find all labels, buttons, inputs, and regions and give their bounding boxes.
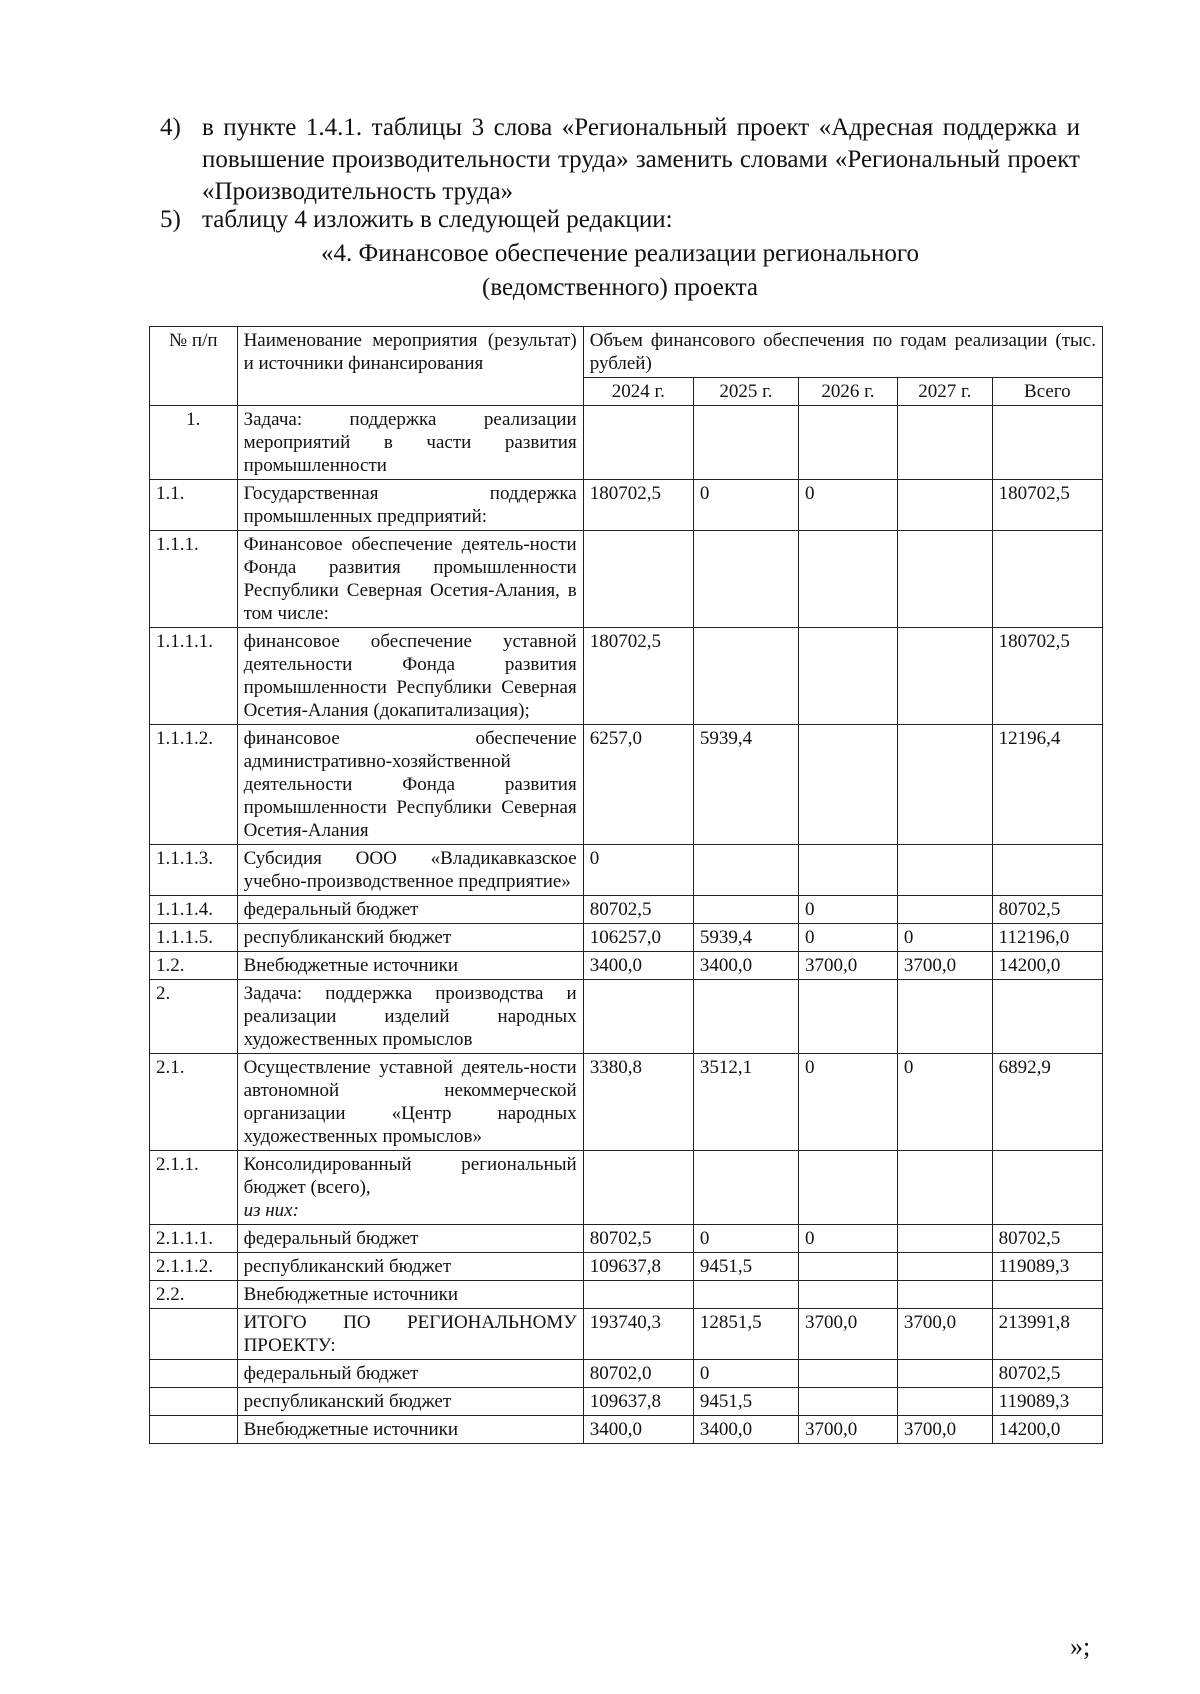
list-item-5 — [160, 204, 1080, 238]
row-value-year: 9451,5 — [693, 1388, 798, 1416]
table-heading-line-1: «4. Финансовое обеспечение реализации регионального — [321, 240, 919, 267]
row-name-text: ИТОГО ПО РЕГИОНАЛЬНОМУ ПРОЕКТУ: — [243, 1312, 577, 1356]
row-name-text: Внебюджетные источники — [243, 955, 459, 976]
list-item-text: в пункте 1.4.1. таблицы 3 слова «Региональный проект «Адресная поддержка и повышение производительности труда» заменить словами «Региональный проект «Производительность труда» — [202, 114, 1080, 205]
row-value-total: 119089,3 — [992, 1388, 1102, 1416]
row-number: 1.1.1.2. — [150, 725, 238, 845]
row-value-year: 106257,0 — [583, 924, 693, 952]
row-value-year: 109637,8 — [583, 1388, 693, 1416]
table-row — [150, 952, 1103, 980]
row-number: 1.1. — [150, 480, 238, 531]
row-value-year — [693, 406, 798, 480]
row-value-year — [897, 406, 992, 480]
row-value-year: 5939,4 — [693, 924, 798, 952]
row-number: 1.1.1.5. — [150, 924, 238, 952]
row-name-text: Финансовое обеспечение деятель-ности Фонда развития промышленности Республики Северная Осетия-Алания, в том числе: — [243, 534, 577, 624]
row-number: 1.1.1.1. — [150, 628, 238, 725]
row-name-text: Задача: поддержка производства и реализации изделий народных художественных промыслов — [243, 983, 577, 1050]
row-value-year — [799, 1388, 898, 1416]
row-value-total: 80702,5 — [992, 1360, 1102, 1388]
row-value-year — [897, 531, 992, 628]
row-name-text: Консолидированный региональный бюджет (всего), — [243, 1154, 577, 1198]
row-value-total — [992, 980, 1102, 1054]
row-name — [237, 1151, 583, 1225]
row-name-text: Субсидия ООО «Владикавказское учебно-производственное предприятие» — [243, 848, 577, 892]
row-name-sub: из них: — [243, 1200, 299, 1221]
row-number: 2.1.1.1. — [150, 1225, 238, 1253]
row-value-year — [693, 845, 798, 896]
row-value-total: 180702,5 — [992, 480, 1102, 531]
list-item-text: таблицу 4 изложить в следующей редакции: — [202, 206, 673, 233]
row-value-year — [897, 896, 992, 924]
row-name-text: Внебюджетные источники — [243, 1284, 459, 1305]
table-heading-line-2: (ведомственного) проекта — [482, 274, 758, 301]
header-total: Всего — [992, 378, 1102, 406]
table-row — [150, 531, 1103, 628]
table-row — [150, 406, 1103, 480]
header-year: 2024 г. — [583, 378, 693, 406]
table-row — [150, 1225, 1103, 1253]
row-value-year: 0 — [799, 924, 898, 952]
row-name — [237, 1281, 583, 1309]
row-name-text: Государственная поддержка промышленных предприятий: — [243, 483, 577, 527]
row-value-year — [897, 1388, 992, 1416]
row-number: 2.1.1.2. — [150, 1253, 238, 1281]
row-value-year — [583, 531, 693, 628]
row-value-year: 5939,4 — [693, 725, 798, 845]
row-value-year: 0 — [799, 480, 898, 531]
row-value-year: 3700,0 — [897, 952, 992, 980]
row-value-year — [799, 725, 898, 845]
row-value-year: 3700,0 — [799, 952, 898, 980]
row-value-year: 3700,0 — [799, 1309, 898, 1360]
row-name-text: федеральный бюджет — [243, 899, 419, 920]
row-value-year — [693, 1281, 798, 1309]
row-number: 1.1.1. — [150, 531, 238, 628]
row-value-year: 0 — [799, 896, 898, 924]
list-item-4 — [160, 112, 1080, 212]
row-value-year — [799, 1151, 898, 1225]
row-value-year — [897, 845, 992, 896]
row-name-text: федеральный бюджет — [243, 1363, 419, 1384]
row-name — [237, 531, 583, 628]
row-number — [150, 1416, 238, 1444]
row-name — [237, 628, 583, 725]
row-value-year — [799, 980, 898, 1054]
row-name-text: финансовое обеспечение административно-хозяйственной деятельности Фонда развития промышленности Республики Северная Осетия-Алания — [243, 728, 577, 841]
row-value-year — [897, 980, 992, 1054]
row-name — [237, 480, 583, 531]
row-name — [237, 980, 583, 1054]
row-value-total: 14200,0 — [992, 1416, 1102, 1444]
row-value-year — [799, 531, 898, 628]
row-value-year: 180702,5 — [583, 480, 693, 531]
table-row — [150, 896, 1103, 924]
closing-quote: »; — [1070, 1632, 1091, 1661]
row-value-year: 3380,8 — [583, 1054, 693, 1151]
row-value-year: 193740,3 — [583, 1309, 693, 1360]
row-number — [150, 1388, 238, 1416]
row-value-total — [992, 406, 1102, 480]
row-value-year: 0 — [897, 924, 992, 952]
row-value-year — [897, 725, 992, 845]
row-name — [237, 1054, 583, 1151]
row-name — [237, 1388, 583, 1416]
row-name — [237, 896, 583, 924]
table-row — [150, 1360, 1103, 1388]
row-number: 2. — [150, 980, 238, 1054]
row-value-year — [897, 1360, 992, 1388]
table-row — [150, 980, 1103, 1054]
row-value-year — [799, 1360, 898, 1388]
row-name-text: Внебюджетные источники — [243, 1419, 459, 1440]
row-value-year — [693, 896, 798, 924]
row-number: 2.1.1. — [150, 1151, 238, 1225]
table-row — [150, 924, 1103, 952]
row-value-year: 3700,0 — [799, 1416, 898, 1444]
row-value-year: 3400,0 — [583, 952, 693, 980]
row-name-text: финансовое обеспечение уставной деятельности Фонда развития промышленности Республики Северная Осетия-Алания (докапитализация); — [243, 631, 577, 721]
row-value-year — [897, 1151, 992, 1225]
list-item-number: 4) — [160, 114, 181, 141]
table-row — [150, 1281, 1103, 1309]
row-value-year: 3700,0 — [897, 1416, 992, 1444]
table-row — [150, 845, 1103, 896]
row-value-total — [992, 1281, 1102, 1309]
row-value-year — [799, 406, 898, 480]
row-name — [237, 1225, 583, 1253]
list-item-number: 5) — [160, 206, 181, 233]
row-value-total: 80702,5 — [992, 896, 1102, 924]
row-value-year: 80702,5 — [583, 896, 693, 924]
row-value-year: 6257,0 — [583, 725, 693, 845]
row-name-text: республиканский бюджет — [243, 1391, 452, 1412]
table-row — [150, 1388, 1103, 1416]
row-number — [150, 1309, 238, 1360]
row-value-year — [583, 406, 693, 480]
table-header-row — [150, 327, 1103, 378]
row-value-year — [897, 1253, 992, 1281]
row-value-year: 3400,0 — [693, 952, 798, 980]
row-name — [237, 1360, 583, 1388]
row-value-year — [897, 1225, 992, 1253]
row-value-year — [583, 980, 693, 1054]
table-row — [150, 1416, 1103, 1444]
row-value-year — [693, 1151, 798, 1225]
row-name-text: Задача: поддержка реализации мероприятий в части развития промышленности — [243, 409, 577, 476]
row-value-year — [897, 1281, 992, 1309]
row-value-year: 0 — [693, 1225, 798, 1253]
row-name — [237, 952, 583, 980]
row-value-year — [693, 531, 798, 628]
row-value-year: 0 — [693, 480, 798, 531]
row-value-year: 80702,5 — [583, 1225, 693, 1253]
row-number — [150, 1360, 238, 1388]
row-value-year — [799, 1253, 898, 1281]
row-value-year: 3400,0 — [693, 1416, 798, 1444]
row-value-total: 6892,9 — [992, 1054, 1102, 1151]
table-row — [150, 628, 1103, 725]
table-row — [150, 480, 1103, 531]
row-value-year — [799, 845, 898, 896]
row-value-year — [799, 1281, 898, 1309]
row-value-total: 112196,0 — [992, 924, 1102, 952]
row-name — [237, 725, 583, 845]
row-number: 1. — [150, 406, 238, 480]
row-name-text: республиканский бюджет — [243, 1256, 452, 1277]
row-value-year — [693, 980, 798, 1054]
row-value-year: 3512,1 — [693, 1054, 798, 1151]
header-year: 2026 г. — [799, 378, 898, 406]
row-value-year: 0 — [799, 1054, 898, 1151]
header-volume: Объем финансового обеспечения по годам реализации (тыс. рублей) — [583, 327, 1102, 378]
row-value-year: 0 — [693, 1360, 798, 1388]
row-value-year: 9451,5 — [693, 1253, 798, 1281]
table-row — [150, 725, 1103, 845]
row-value-year: 80702,0 — [583, 1360, 693, 1388]
table-row — [150, 1309, 1103, 1360]
row-value-year: 0 — [583, 845, 693, 896]
row-value-year — [583, 1281, 693, 1309]
row-name — [237, 1309, 583, 1360]
row-number: 1.2. — [150, 952, 238, 980]
row-value-total: 12196,4 — [992, 725, 1102, 845]
row-value-total: 80702,5 — [992, 1225, 1102, 1253]
row-value-year: 3400,0 — [583, 1416, 693, 1444]
row-name-text: Осуществление уставной деятель-ности автономной некоммерческой организации «Центр народных художественных промыслов» — [243, 1057, 577, 1147]
table-row — [150, 1253, 1103, 1281]
row-value-year — [583, 1151, 693, 1225]
row-value-year: 180702,5 — [583, 628, 693, 725]
row-value-year: 0 — [799, 1225, 898, 1253]
row-value-year: 0 — [897, 1054, 992, 1151]
row-number: 1.1.1.3. — [150, 845, 238, 896]
row-name — [237, 406, 583, 480]
row-number: 2.2. — [150, 1281, 238, 1309]
row-value-year — [897, 628, 992, 725]
table-row — [150, 1151, 1103, 1225]
row-value-total: 119089,3 — [992, 1253, 1102, 1281]
financing-table — [149, 326, 1103, 1444]
row-number: 1.1.1.4. — [150, 896, 238, 924]
row-value-total: 14200,0 — [992, 952, 1102, 980]
header-name: Наименование мероприятия (результат) и источники финансирования — [237, 327, 583, 406]
row-value-total: 213991,8 — [992, 1309, 1102, 1360]
row-value-total: 180702,5 — [992, 628, 1102, 725]
header-year: 2027 г. — [897, 378, 992, 406]
table-row — [150, 1054, 1103, 1151]
row-value-year — [693, 628, 798, 725]
row-value-year: 12851,5 — [693, 1309, 798, 1360]
row-name-text: федеральный бюджет — [243, 1228, 419, 1249]
row-number: 2.1. — [150, 1054, 238, 1151]
row-name — [237, 1416, 583, 1444]
row-value-total — [992, 531, 1102, 628]
row-value-total — [992, 1151, 1102, 1225]
row-name — [237, 924, 583, 952]
row-value-total — [992, 845, 1102, 896]
row-value-year — [897, 480, 992, 531]
row-name — [237, 845, 583, 896]
row-name — [237, 1253, 583, 1281]
row-value-year: 109637,8 — [583, 1253, 693, 1281]
header-year: 2025 г. — [693, 378, 798, 406]
row-value-year: 3700,0 — [897, 1309, 992, 1360]
row-name-text: республиканский бюджет — [243, 927, 452, 948]
row-value-year — [799, 628, 898, 725]
header-num: № п/п — [150, 327, 238, 406]
